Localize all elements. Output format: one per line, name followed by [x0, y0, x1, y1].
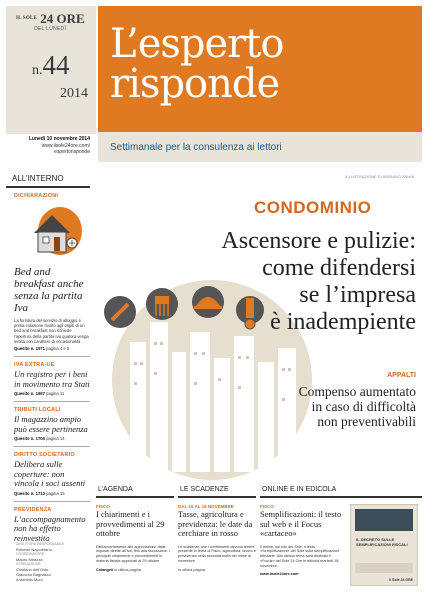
section-diritto-societario[interactable] [6, 452, 90, 496]
masthead-issue-box [6, 6, 96, 134]
section-tag: DIRITTO SOCIETARIO [14, 452, 75, 459]
section-headline: Un registro per i beni in movimento tra Stati [14, 369, 90, 389]
online-body: Il online, sul sito del Sole, il testo «Semplificazioni» del Sole sulle semplificazioni tributarie. Allo stesso tema sarà dedicato il «Focus» del Sole 24 Ore in edicola martedì 18 novembre. [260, 544, 339, 568]
feature-headline[interactable]: Ascensore e pulizie: come difendersi se l’impresa è inadempiente [221, 228, 416, 335]
section-ref: Quesito n. 1071 pagina 4 e 5 [14, 346, 70, 352]
agenda-body: Dall’accertamento alle agevolazioni, dalle imposte dirette all’Iva, fino alla riscossione: i principali chiarimenti e provvedimenti in materia fiscale approvati al 29 ottobre [96, 544, 170, 563]
section-headline: L’accompagnamento non ha effetto reinvestito [14, 513, 86, 543]
booklet-title: IL DECRETO SULLE SEMPLIFICAZIONI FISCALI [356, 537, 408, 547]
section-headline: Bed and breakfast anche senza la partita Iva [14, 266, 84, 314]
section-tag: IVA EXTRA-UE [14, 362, 55, 369]
online-column[interactable] [260, 484, 422, 582]
booklet-band [355, 563, 413, 573]
scadenze-column[interactable] [178, 484, 256, 572]
online-site: www.ilsole24ore.com [260, 572, 299, 577]
publication-title: L’esperto risponde [110, 21, 284, 107]
masthead-title-box [98, 6, 422, 132]
issue-number: n.44 [32, 50, 70, 80]
subtitle-bar [98, 132, 422, 162]
section-headline: Delibera sulle coperture: non vincola i soci assenti [14, 459, 86, 489]
inside-header: ALL’INTERNO [6, 172, 90, 188]
booklet-logo: Il Sole 24 ORE [389, 578, 413, 582]
focus-booklet-cover[interactable] [350, 504, 418, 586]
scadenze-title: Tasse, agricoltura e previdenza: le date da cerchiare in rosso [178, 509, 253, 538]
online-text [260, 504, 344, 576]
scadenze-body: Le scadenze che i contribuenti devono tenere presente in tema di Fisco, agricoltura, lavoro e previdenza nella seconda metà del mese di novembre [178, 544, 256, 563]
divider [14, 446, 90, 447]
divider [14, 501, 90, 502]
brand-logo: $^{IL SOLE}$ 24 ORE [16, 11, 85, 26]
section-tag: PREVIDENZA [14, 506, 52, 513]
issue-year: 2014 [60, 86, 88, 101]
dateline: Lunedì 10 novembre 2014 www.ilsole24ore.com/ espertorisponde [28, 136, 90, 155]
brand-subtitle: DEL LUNEDÌ [34, 26, 67, 32]
scadenze-header: LE SCADENZE [178, 484, 256, 498]
scadenze-ref: In ultima pagina [178, 567, 205, 572]
online-title: Semplificazioni: il testo sul web e il Focus «cartaceo» [260, 509, 342, 538]
agenda-column[interactable] [96, 484, 174, 572]
section-body: La fornitura del servizio di alloggio e prima colazione rivolto agli ospiti di un bed and breakfast non richiede l’apertura della partita Iva qualora venga svolta con carattere di occasionalità [14, 318, 89, 344]
online-tag: FISCO [260, 504, 274, 509]
divider [14, 356, 90, 357]
agenda-ref: Colangeli In ultima pagina [96, 567, 141, 572]
section-ref: Quesito n. 1697 pagina 11 [14, 391, 65, 397]
section-dichiarazioni[interactable] [6, 193, 90, 351]
secondary-headline[interactable]: Compenso aumentato in caso di difficoltà non preventivabili [298, 384, 416, 429]
section-ref: Quesito n. 1706 pagina 14 [14, 436, 65, 442]
secondary-tag: APPALTI [387, 372, 416, 379]
divider [14, 401, 90, 402]
section-tag: DICHIARAZIONI [14, 193, 59, 199]
house-illustration [24, 205, 86, 257]
publication-subtitle: Settimanale per la consulenza ai lettori [110, 142, 282, 153]
agenda-tag: FISCO [96, 504, 110, 509]
agenda-header: L’AGENDA [96, 484, 174, 498]
section-ref: Quesito n. 1710 pagina 15 [14, 490, 65, 496]
section-tributi-locali[interactable] [6, 407, 90, 441]
section-headline: Il magazzino ampio può essere pertinenza [14, 414, 88, 434]
feature-tag: CONDOMINIO [254, 198, 372, 217]
editorial-credits: DIRETTORE RESPONSABILE Roberto Napoletano COORDINATORE Mauro Meazza IN REDAZIONE Cristiano dell’Oste Giacomo Bagnasco Antonella Muro [16, 542, 65, 582]
agenda-title: I chiarimenti e i provvedimenti al 29 ottobre [96, 509, 165, 538]
left-column [6, 172, 90, 543]
booklet-photo [355, 509, 413, 531]
scadenze-tag: DAL 10 AL 16 NOVEMBRE [178, 504, 234, 509]
section-tag: TRIBUTI LOCALI [14, 407, 61, 414]
online-header: ONLINE E IN EDICOLA [260, 484, 422, 498]
section-iva-extra-ue[interactable] [6, 362, 90, 396]
illustration-credit: ILLUSTRAZIONE DI ADRIANO ZANNI [345, 174, 414, 179]
section-previdenza[interactable] [6, 507, 90, 544]
